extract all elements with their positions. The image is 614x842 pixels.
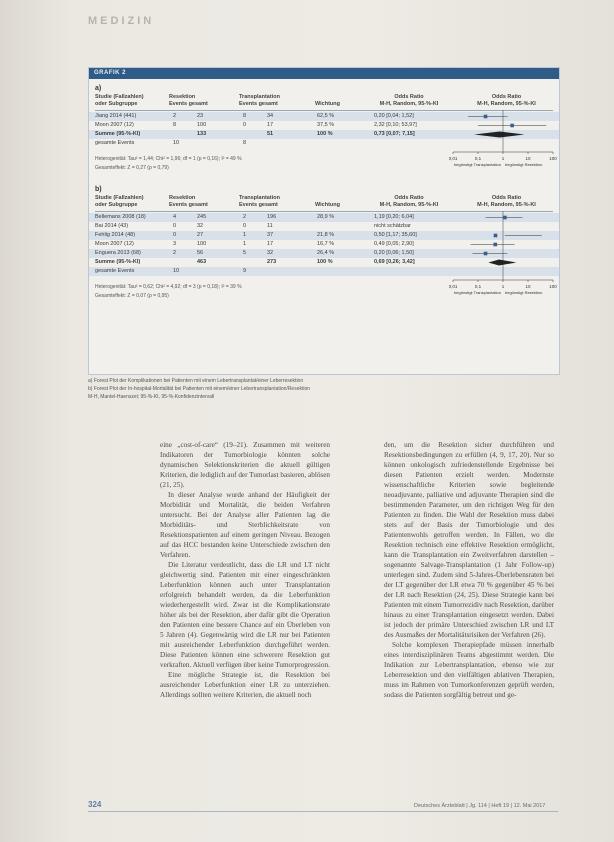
point-estimate bbox=[510, 124, 514, 128]
x-tick-label: 10 bbox=[525, 284, 531, 289]
header-study bbox=[95, 195, 144, 209]
point-estimate bbox=[484, 115, 488, 119]
cell-or: nicht schätzbar bbox=[374, 223, 411, 229]
cell-re: 0 bbox=[173, 232, 177, 238]
cell-te: 0 bbox=[243, 223, 247, 229]
cell-re: 0 bbox=[173, 223, 177, 229]
paragraph: Eine mögliche Strategie ist, die Resektion bei ausreichender Leberfunktion einer LR zu unterziehen. Allerdings sollten weitere Kriterien, die aktuell noch bbox=[160, 671, 330, 699]
x-tick-label: 10 bbox=[525, 156, 531, 161]
panel-a-label: a) bbox=[95, 85, 102, 92]
footer-rule bbox=[88, 811, 558, 812]
forest-plot-b bbox=[449, 211, 557, 305]
header-or-text-line1: Odds Ratio bbox=[394, 94, 424, 100]
figure-forest-plot bbox=[88, 67, 560, 375]
cell-or: 0,49 [0,05; 2,90] bbox=[374, 241, 414, 247]
heterogeneity-a: Heterogenität: Tau² = 1,44; Chi² = 1,96; df = 1 (p = 0,16); I² = 49 % bbox=[95, 156, 242, 162]
cell-te: 8 bbox=[243, 140, 247, 146]
cell-tt: 17 bbox=[267, 122, 274, 128]
cell-w: 37,5 % bbox=[317, 122, 335, 128]
body-column-right bbox=[384, 440, 554, 700]
overall-effect-a: Gesamteffekt: Z = 0,27 (p = 0,79) bbox=[95, 165, 169, 171]
x-tick-label: 0,1 bbox=[474, 156, 482, 161]
cell-tt: 11 bbox=[267, 223, 273, 229]
cell-rt: 100 bbox=[197, 122, 207, 128]
header-or-plot-line1: Odds Ratio bbox=[491, 195, 522, 201]
cell-or: 0,69 [0,26; 3,42] bbox=[374, 259, 415, 265]
header-study bbox=[95, 94, 144, 108]
cell-study: Bellemans 2008 (18) bbox=[95, 214, 146, 220]
header-or-plot bbox=[459, 195, 554, 209]
cell-tt: 273 bbox=[267, 259, 277, 265]
x-tick-label: 1 bbox=[501, 284, 505, 289]
cell-te: 8 bbox=[243, 113, 247, 119]
cell-tt: 34 bbox=[267, 113, 274, 119]
figure-title: GRAFIK 2 bbox=[89, 68, 559, 79]
cell-or: 0,73 [0,07; 7,15] bbox=[374, 131, 415, 137]
header-or-text bbox=[364, 195, 454, 209]
cell-or: 0,50 [1,17; 35,60] bbox=[374, 232, 417, 238]
cell-or: 1,19 [0,20; 6,04] bbox=[374, 214, 414, 220]
cell-study: Jiang 2014 (441) bbox=[95, 113, 137, 119]
page-number: 324 bbox=[88, 800, 102, 809]
point-estimate bbox=[503, 216, 507, 220]
cell-te: 5 bbox=[243, 250, 247, 256]
header-resection bbox=[169, 195, 208, 209]
cell-tt: 32 bbox=[267, 250, 274, 256]
header-transplant-line2: Events gesamt bbox=[239, 202, 278, 208]
overall-effect-b: Gesamteffekt: Z = 0,07 (p = 0,95) bbox=[95, 293, 169, 299]
cell-re: 2 bbox=[173, 113, 177, 119]
x-tick-label: 0,01 bbox=[449, 156, 458, 161]
x-tick-label: 0,01 bbox=[449, 284, 458, 289]
cell-rt: 27 bbox=[197, 232, 204, 238]
cell-or: 0,20 [0,06; 1,50] bbox=[374, 250, 414, 256]
point-estimate bbox=[484, 252, 488, 256]
summary-diamond bbox=[474, 132, 524, 138]
cell-w: 16,7 % bbox=[317, 241, 335, 247]
point-estimate bbox=[493, 243, 497, 247]
header-or-plot-line1: Odds Ratio bbox=[491, 94, 522, 100]
cell-or: 2,32 [0,10; 53,97] bbox=[374, 122, 417, 128]
header-transplant-line2: Events gesamt bbox=[239, 101, 278, 107]
cell-study: Enguera 2013 (68) bbox=[95, 250, 141, 256]
figure-note: M-H, Mantel-Haenszel; 95-%-KI, 95-%-Konfidenzintervall bbox=[88, 394, 215, 400]
cell-rt: 23 bbox=[197, 113, 204, 119]
cell-tt: 196 bbox=[267, 214, 277, 220]
header-resection-line1: Resektion bbox=[169, 94, 196, 100]
cell-rt: 463 bbox=[197, 259, 207, 265]
cell-study: Summe (95-%-KI) bbox=[95, 259, 141, 265]
x-tick-label: 0,1 bbox=[474, 284, 482, 289]
axis-label-left: begünstigt Transplantation bbox=[454, 162, 501, 167]
cell-te: 1 bbox=[243, 241, 247, 247]
cell-re: 10 bbox=[173, 268, 180, 274]
body-column-left bbox=[160, 440, 330, 700]
cell-te: 2 bbox=[243, 214, 247, 220]
heterogeneity-b: Heterogenität: Tau² = 0,62; Chi² = 4,92; df = 3 (p = 0,18); I² = 39 % bbox=[95, 284, 242, 290]
paragraph: In dieser Analyse wurde anhand der Häufigkeit der Morbidität und Mortalität, die beiden Verfahren untersucht. Bei der Analyse aller Patienten lag die Morbiditäts- und Sterblichkeitsrate von Resektionspatienten auf einem geringen Niveau. Bezogen auf das HCC bestanden keine Unterschiede zwischen den Verfahren. bbox=[160, 491, 330, 559]
cell-tt: 37 bbox=[267, 232, 274, 238]
panel-b-label: b) bbox=[95, 186, 102, 193]
point-estimate bbox=[494, 234, 498, 238]
cell-w: 26,4 % bbox=[317, 250, 335, 256]
x-tick-label: 1 bbox=[501, 156, 505, 161]
header-or-text bbox=[364, 94, 454, 108]
summary-diamond bbox=[488, 260, 516, 266]
header-or-plot bbox=[459, 94, 554, 108]
header-or-plot-line2: M-H, Random, 95-%-KI bbox=[477, 101, 536, 107]
cell-rt: 100 bbox=[197, 241, 207, 247]
cell-study: Summe (95-%-KI) bbox=[95, 131, 141, 137]
paragraph: Die Literatur verdeutlicht, dass die LR und LT nicht gleichwertig sind. Patienten mit einer eingeschränkten Leberfunktion können auch unter Transplantation erfolgreich behandelt werden, da die Leberfunktion wiederhergestellt wird. Zwar ist die Komplikationsrate höher als bei der Resektion, aber dafür gibt die Operation den Patienten eine bessere Chance auf ein Überleben von 5 Jahren (4). Gegenwärtig wird die LR nur bei Patienten mit ausreichender Leberfunktion durchgeführt werden. Diese Patienten können eine schwerere Resektion gut verkraften. Aktuell verfügen über keine Tumorprogression. bbox=[160, 561, 330, 669]
cell-w: 100 % bbox=[317, 259, 333, 265]
cell-re: 3 bbox=[173, 241, 177, 247]
header-transplant bbox=[239, 195, 280, 209]
cell-or: 0,20 [0,04; 1,52] bbox=[374, 113, 414, 119]
figure-note: a) Forest Plot der Komplikationen bei Patienten mit einem Lebertransplantat/einer Leberresektion bbox=[88, 378, 304, 384]
cell-study: Fehlig 2014 (48) bbox=[95, 232, 136, 238]
cell-rt: 133 bbox=[197, 131, 207, 137]
cell-rt: 245 bbox=[197, 214, 207, 220]
header-study-line2: oder Subgruppe bbox=[95, 202, 138, 208]
cell-re: 2 bbox=[173, 250, 177, 256]
paragraph: den, um die Resektion sicher durchführen und Resektionsbedingungen zu erfüllen (4, 9, 17, 20). Nur so können onkologisch zufriedenstellende Ergebnisse bei diesen Patienten erzielt werden. Modernste wissenschaftliche Kriterien sowie begleitende neoadjuvante, palliative und adjuvante Therapien sind die bestimmenden Parameter, um den richtigen Weg für den Patienten zu finden. Die Wahl der Resektion muss dabei stets auf der Basis der Tumorbiologie und des Patientenwohls getroffen werden. In Fällen, wo die Resektion technisch eine effektive Resektion ermöglicht, kann die Transplantation ein Zweitverfahren darstellen – sogenannte Salvage-Transplantation (1 Jahr Follow-up) unterlegen sind. Zudem sind 5-Jahres-Überlebensraten bei der LT gegenüber der LR etwa 70 % gegenüber 45 % bei der LR nach Resektion (24, 25). Diese Strategie kann bei Patienten mit einem Tumorrezidiv nach Resektion, darüber hinaus zu einer Transplantation eingesetzt werden. Dabei ist jedoch der primäre Unterschied zwischen LR und LT des Ausmaßes der Mortalitätsrisiken der Verfahren (26). bbox=[384, 441, 554, 639]
header-or-plot-line2: M-H, Random, 95-%-KI bbox=[477, 202, 536, 208]
header-study-line1: Studie (Fallzahlen) bbox=[95, 94, 144, 100]
header-or-text-line1: Odds Ratio bbox=[394, 195, 424, 201]
cell-re: 10 bbox=[173, 140, 180, 146]
header-study-line1: Studie (Fallzahlen) bbox=[95, 195, 144, 201]
paragraph: eine „cost-of-care“ (19–21). Zusammen mit weiteren Indikatoren der Tumorbiologie könnten solche dynamischen Selektionskriterien die aktuell gültigen Kriterien, die lediglich auf der Tumorlast basieren, ablösen (21, 25). bbox=[160, 441, 330, 489]
header-or-text-line2: M-H, Random, 95-%-KI bbox=[379, 202, 439, 208]
header-resection-line2: Events gesamt bbox=[169, 101, 208, 107]
header-resection-line2: Events gesamt bbox=[169, 202, 208, 208]
axis-label-left: begünstigt Transplantation bbox=[454, 290, 501, 295]
cell-tt: 51 bbox=[267, 131, 274, 137]
section-label: MEDIZIN bbox=[88, 15, 155, 27]
cell-study: Bai 2014 (43) bbox=[95, 223, 129, 229]
header-transplant-line1: Transplantation bbox=[239, 94, 280, 100]
cell-study: Moon 2007 (12) bbox=[95, 122, 134, 128]
cell-w: 21,8 % bbox=[317, 232, 335, 238]
cell-re: 4 bbox=[173, 214, 177, 220]
journal-citation: Deutsches Ärzteblatt | Jg. 114 | Heft 19 | 12. Mai 2017 bbox=[414, 803, 546, 809]
cell-w: 62,5 % bbox=[317, 113, 335, 119]
header-or-text-line2: M-H, Random, 95-%-KI bbox=[379, 101, 439, 107]
cell-w: 28,9 % bbox=[317, 214, 335, 220]
cell-w: 100 % bbox=[317, 131, 333, 137]
cell-te: 0 bbox=[243, 122, 247, 128]
header-transplant bbox=[239, 94, 280, 108]
cell-rt: 32 bbox=[197, 223, 204, 229]
cell-tt: 17 bbox=[267, 241, 274, 247]
cell-re: 8 bbox=[173, 122, 177, 128]
header-transplant-line1: Transplantation bbox=[239, 195, 280, 201]
cell-te: 1 bbox=[243, 232, 247, 238]
cell-study: Moon 2007 (12) bbox=[95, 241, 134, 247]
cell-study: gesamte Events bbox=[95, 268, 135, 274]
cell-study: gesamte Events bbox=[95, 140, 135, 146]
header-weight: Wichtung bbox=[315, 202, 340, 208]
figure-note: b) Forest Plot der In-hospital-Mortalität bei Patienten mit einem/einer Lebertransplantation/Resektion bbox=[88, 386, 311, 392]
axis-label-right: begünstigt Resektion bbox=[505, 290, 543, 295]
paragraph: Solche komplexen Therapiepfade müssen innerhalb eines interdisziplinären Teams abgestimmt werden. Die Indikation zur Lebertransplantation, ebenso wie zur Leberresektion und den vielfältigen ablativen Therapien, muss im Rahmen von Tumorkonferenzen geprüft werden, sodass die Patienten sorgfältig betreut und ge- bbox=[384, 641, 554, 699]
figure-notes bbox=[88, 377, 558, 401]
axis-label-right: begünstigt Resektion bbox=[505, 162, 543, 167]
x-tick-label: 100 bbox=[549, 284, 557, 289]
forest-plot-a bbox=[449, 110, 557, 176]
header-resection bbox=[169, 94, 208, 108]
header-resection-line1: Resektion bbox=[169, 195, 196, 201]
header-study-line2: oder Subgruppe bbox=[95, 101, 138, 107]
cell-rt: 56 bbox=[197, 250, 204, 256]
x-tick-label: 100 bbox=[549, 156, 557, 161]
cell-te: 9 bbox=[243, 268, 247, 274]
header-weight: Wichtung bbox=[315, 101, 340, 107]
